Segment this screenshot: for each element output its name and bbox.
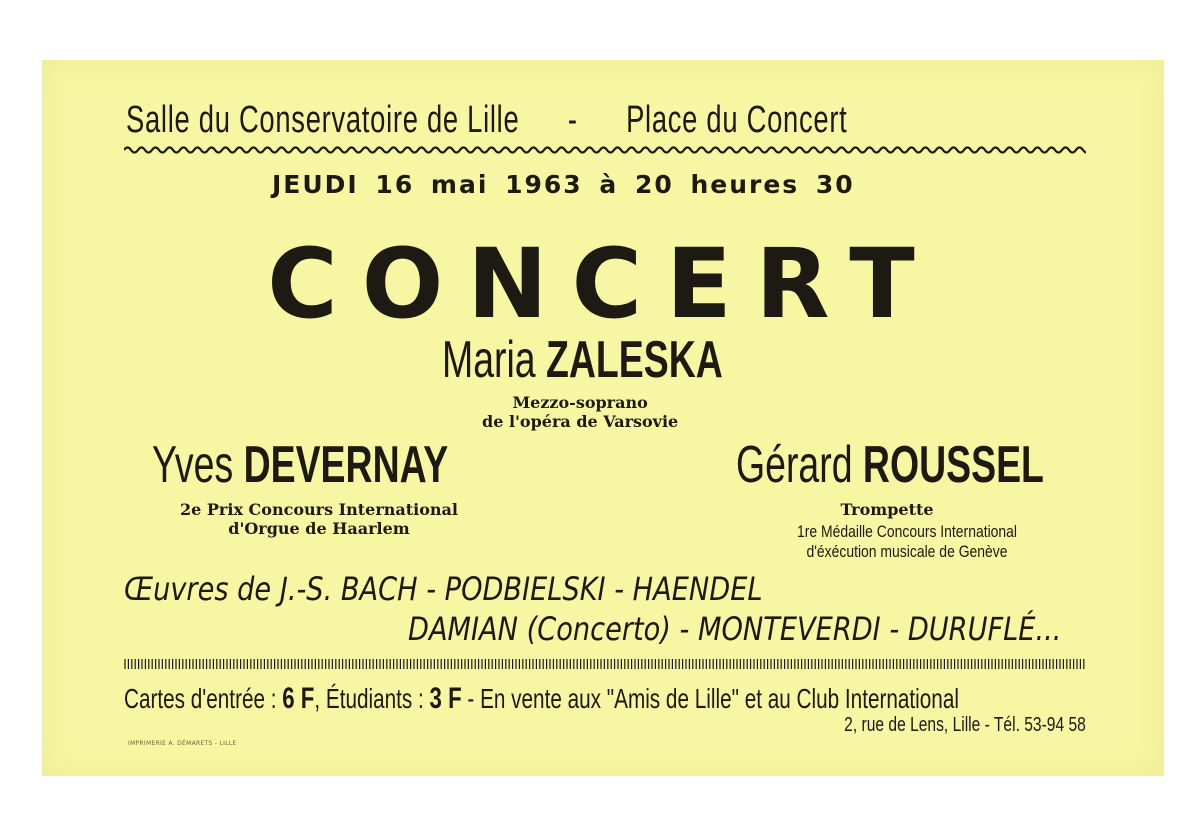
trumpeter-role: Trompette (840, 500, 934, 519)
trumpeter-award-line1: 1re Médaille Concours International (796, 522, 1018, 541)
organist-name (152, 435, 448, 495)
trumpeter-first-name: Gérard (736, 436, 853, 494)
organist-award (124, 500, 514, 538)
ticket-info (124, 682, 959, 716)
soloist-first-name: Maria (442, 331, 536, 389)
trumpeter-last-name: ROUSSEL (862, 436, 1044, 494)
concert-title-text: CONCERT (267, 228, 939, 340)
soloist-role-line2: de l'opéra de Varsovie (482, 412, 679, 431)
organist-first-name: Yves (152, 436, 234, 494)
soloist-name (442, 330, 723, 390)
sale-address: 2, rue de Lens, Lille - Tél. 53-94 58 (844, 714, 1086, 736)
tick-divider (124, 658, 1086, 670)
printer-credit: IMPRIMERIE A. DÉMARETS - LILLE (128, 740, 237, 747)
concert-poster (42, 60, 1164, 776)
event-date: JEUDI 16 mai 1963 à 20 heures 30 (272, 170, 855, 199)
ticket-students-label: , Étudiants : (314, 683, 424, 714)
wavy-divider (124, 144, 1086, 156)
soloist-last-name: ZALESKA (546, 331, 723, 389)
ticket-label: Cartes d'entrée : (124, 683, 277, 714)
ticket-price-students: 3 F (429, 682, 462, 715)
works-line-1: Œuvres de J.-S. BACH - PODBIELSKI - HAENDEL (124, 570, 763, 608)
trumpeter-award (762, 522, 1052, 562)
organist-award-line2: d'Orgue de Haarlem (228, 519, 410, 538)
organist-last-name: DEVERNAY (243, 436, 449, 494)
trumpeter-award-line2: d'éxécution musicale de Genève (806, 542, 1008, 561)
header-separator: - (567, 99, 578, 141)
soloist-role (482, 393, 678, 431)
concert-title (42, 228, 1164, 340)
venue-name: Salle du Conservatoire de Lille (126, 99, 520, 141)
venue-header (126, 98, 847, 142)
organist-award-line1: 2e Prix Concours International (180, 500, 458, 519)
venue-place: Place du Concert (626, 99, 848, 141)
works-line-2: DAMIAN (Concerto) - MONTEVERDI - DURUFLÉ... (408, 610, 1062, 648)
soloist-role-line1: Mezzo-soprano (512, 393, 648, 412)
ticket-sale-info: - En vente aux "Amis de Lille" et au Club International (467, 683, 959, 714)
ticket-price-full: 6 F (282, 682, 315, 715)
trumpeter-name (736, 435, 1044, 495)
